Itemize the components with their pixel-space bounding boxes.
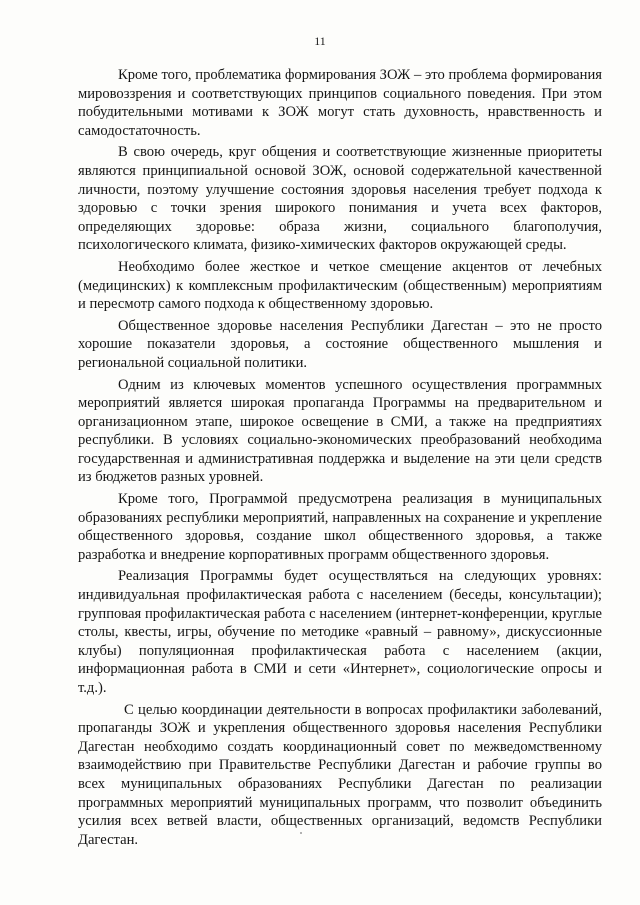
paragraph-2: В свою очередь, круг общения и соответствующие жизненные приоритеты являются принципиальной основой ЗОЖ, основой содержательной качественной личности, поэтому улучшение состояния здоровья населения требует подхода к здоровью с точки зрения широкого понимания и учета всех факторов, определяющих здоровье: образа жизни, социального благополучия, психологического климата, физико-химических факторов окружающей среды. — [78, 144, 602, 254]
scan-speck — [300, 832, 302, 834]
paragraph-4: Общественное здоровье населения Республики Дагестан – это не просто хорошие показатели здоровья, а состояние общественного мышления и региональной социальной политики. — [78, 317, 602, 371]
paragraph-8: С целью координации деятельности в вопросах профилактики заболеваний, пропаганды ЗОЖ и укрепления общественного здоровья населения Республики Дагестан необходимо создать координационный совет по межведомственному взаимодействию при Правительстве Республики Дагестан и рабочие группы во всех муниципальных образованиях Республики Дагестан по реализации программных мероприятий муниципальных программ, что позволит объединить усилия всех ветвей власти, общественных организаций, ведомств Республики Дагестан. — [78, 701, 602, 848]
paragraph-5: Одним из ключевых моментов успешного осуществления программных мероприятий является широкая пропаганда Программы на предварительном и организационном этапе, широкое освещение в СМИ, а также на предприятиях республики. В условиях социально-экономических преобразований необходима государственная и административная поддержка и выделение на эти цели средств из бюджетов разных уровней. — [78, 376, 602, 486]
paragraph-3: Необходимо более жесткое и четкое смещение акцентов от лечебных (медицинских) к комплексным профилактическим (общественным) мероприятиям и пересмотр самого подхода к общественному здоровью. — [78, 258, 602, 313]
document-body — [78, 66, 602, 849]
paragraph-7: Реализация Программы будет осуществляться на следующих уровнях: индивидуальная профилактическая работа с населением (беседы, консультации); групповая профилактическая работа с населением (интернет-конференции, круглые столы, квесты, игры, обучение по методике «равный – равному», дискуссионные клубы) популяционная профилактическая работа с населением (акции, информационная работа в СМИ и сети «Интернет», социологические опросы и т.д.). — [78, 568, 602, 696]
paragraph-6: Кроме того, Программой предусмотрена реализация в муниципальных образованиях республики мероприятий, направленных на сохранение и укрепление общественного здоровья, создание школ общественного здоровья, а также разработка и внедрение корпоративных программ общественного здоровья. — [78, 491, 602, 563]
page-number: 11 — [314, 34, 326, 48]
paragraph-1: Кроме того, проблематика формирования ЗОЖ – это проблема формирования мировоззрения и соответствующих принципов социального поведения. При этом побудительными мотивами к ЗОЖ могут стать духовность, нравственность и самодостаточность. — [78, 67, 602, 139]
